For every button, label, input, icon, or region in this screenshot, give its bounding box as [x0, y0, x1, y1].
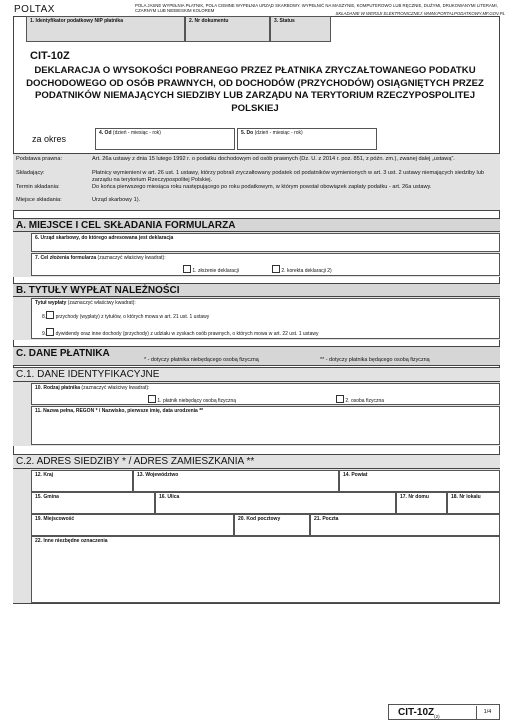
form-purpose-field: [31, 253, 500, 276]
option-legal-entity[interactable]: [148, 395, 236, 404]
option-8[interactable]: [42, 311, 209, 320]
form-purpose-hint: (zaznaczyć właściwy kwadrat):: [97, 255, 166, 261]
option-9[interactable]: [42, 328, 318, 337]
correction-checkbox[interactable]: [272, 265, 280, 273]
footer-code-text: CIT-10Z: [398, 707, 435, 718]
note-legal-entity: * - dotyczy płatnika niebędącego osobą fizyczną: [144, 357, 259, 363]
declaration-option-label: 1. złożenie deklaracji: [192, 268, 239, 274]
other-markings-label: 22. Inne niezbędne oznaczenia: [35, 538, 108, 544]
street-field[interactable]: [155, 492, 396, 514]
payer-type-label: 10. Rodzaj płatnika: [35, 385, 81, 391]
footer-version: (2): [434, 714, 440, 719]
section-c-title: C. DANE PŁATNIKA: [16, 348, 110, 359]
house-number-field[interactable]: [396, 492, 447, 514]
deadline-text: Do końca pierwszego miesiąca roku następującego po roku podatkowym, w którym powstał obowiązek zapłaty podatku - art. 26a ustawy.: [92, 184, 432, 190]
option-natural-person[interactable]: [336, 395, 384, 404]
payer-type-field: [31, 383, 500, 405]
form-purpose-label: 7. Cel złożenia formularza: [35, 255, 97, 261]
street-label: 16. Ulica: [159, 494, 180, 500]
place-text: Urząd skarbowy 1).: [92, 197, 141, 203]
filers-label: Składający:: [16, 170, 45, 176]
voivodeship-field[interactable]: [133, 470, 339, 492]
natural-person-checkbox[interactable]: [336, 395, 344, 403]
option-correction[interactable]: [272, 265, 332, 274]
form-code: CIT-10Z: [30, 50, 70, 62]
postal-code-field[interactable]: [234, 514, 310, 536]
tax-office-label: 6. Urząd skarbowy, do którego adresowana jest deklaracja: [35, 235, 174, 241]
status-label: 3. Status: [274, 18, 295, 24]
nip-field-label: 1. Identyfikator podatkowy NIP płatnika: [30, 18, 123, 24]
legal-basis-label: Podstawa prawna:: [16, 156, 63, 162]
period-from-field[interactable]: [95, 128, 235, 150]
section-a-header: A. MIEJSCE I CEL SKŁADANIA FORMULARZA: [13, 218, 500, 232]
voivodeship-label: 13. Województwo: [137, 472, 179, 478]
option-9-number: 9.: [42, 331, 47, 337]
country-field[interactable]: [31, 470, 133, 492]
apartment-number-label: 18. Nr lokalu: [451, 494, 481, 500]
option-8-checkbox[interactable]: [46, 311, 54, 319]
section-c2-header: C.2. ADRES SIEDZIBY * / ADRES ZAMIESZKANIA **: [13, 454, 500, 469]
section-c-header: [13, 346, 500, 366]
tax-office-field[interactable]: [31, 233, 500, 252]
top-fields: [26, 16, 331, 42]
poltax-label: POLTAX: [14, 4, 55, 15]
country-label: 12. Kraj: [35, 472, 54, 478]
period-from-label: 4. Od: [99, 130, 112, 136]
page-number: 1/4: [476, 706, 498, 719]
correction-option-label: 2. korekta deklaracji 2): [281, 268, 332, 274]
house-number-label: 17. Nr domu: [400, 494, 429, 500]
form-title: DEKLARACJA O WYSOKOŚCI POBRANEGO PRZEZ PŁATNIKA ZRYCZAŁTOWANEGO PODATKU DOCHODOWEGO OD OSÓB PRAWNYCH, OD DOCHODÓW (PRZYCHODÓW) OSIĄGNIĘTYCH PRZEZ PODATNIKÓW NIEMAJĄCYCH SIEDZIBY LUB ZARZĄDU NA TERYTORIUM RZECZYPOSPOLITEJ POLSKIEJ: [26, 65, 484, 114]
deadline-label: Termin składania:: [16, 184, 60, 190]
filers-text: Płatnicy wymienieni w art. 26 ust. 1 ustawy, którzy pobrali zryczałtowany podatek od podatników wymienionych w art. 3 ust. 2 ustawy niemających siedziby lub zarządu na terytorium Rzeczypospolitej Polskiej.: [92, 170, 484, 183]
legal-entity-label: 1. płatnik niebędący osobą fizyczną: [157, 398, 237, 404]
payment-title-label: Tytuł wypłaty: [35, 300, 67, 306]
section-c1-header: C.1. DANE IDENTYFIKACYJNE: [13, 367, 500, 382]
note-natural-person: ** - dotyczy płatnika będącego osobą fizyczną: [320, 357, 430, 363]
fill-instructions: [135, 3, 505, 14]
period-from-hint: (dzień - miesiąc - rok): [112, 130, 161, 136]
document-number-field[interactable]: [185, 16, 270, 42]
city-field[interactable]: [31, 514, 234, 536]
electronic-filing-note: SKŁADANIE W WERSJI ELEKTRONICZNEJ: WWW.PORTALPODATKOWY.MF.GOV.PL: [335, 11, 505, 16]
city-label: 19. Miejscowość: [35, 516, 75, 522]
period-label: za okres: [32, 134, 67, 144]
option-8-label: przychody (wypłaty) z tytułów, o których mowa w art. 21 ust. 1 ustawy: [55, 314, 210, 320]
postal-code-label: 20. Kod pocztowy: [238, 516, 281, 522]
apartment-number-field[interactable]: [447, 492, 500, 514]
full-name-label: 11. Nazwa pełna, REGON * / Nazwisko, pierwsze imię, data urodzenia **: [35, 408, 204, 414]
option-9-checkbox[interactable]: [46, 328, 54, 336]
nip-field[interactable]: [26, 16, 185, 42]
footer-form-code: [398, 707, 440, 719]
legal-basis-text: Art. 26a ustawy z dnia 15 lutego 1992 r. o podatku dochodowym od osób prawnych (Dz. U. z 2014 r. poz. 851, z późn. zm.), zwanej dalej „ustawą”.: [92, 156, 455, 162]
section-b-header: B. TYTUŁY WYPŁAT NALEŻNOŚCI: [13, 283, 500, 297]
instruction-text: POLA JASNE WYPEŁNIA PŁATNIK, POLA CIEMNE WYPEŁNIA URZĄD SKARBOWY. WYPEŁNIĆ NA MASZYNIE, KOMPUTEROWO LUB RĘCZNIE, DUŻYMI, DRUKOWANYMI LITERAMI, CZARNYM LUB NIEBIESKIM KOLOREM: [135, 3, 498, 14]
county-field[interactable]: [339, 470, 500, 492]
post-office-field[interactable]: [310, 514, 500, 536]
commune-field[interactable]: [31, 492, 155, 514]
period-to-hint: (dzień - miesiąc - rok): [254, 130, 303, 136]
post-office-label: 21. Poczta: [314, 516, 339, 522]
place-label: Miejsce składania:: [16, 197, 62, 203]
other-markings-field[interactable]: [31, 536, 500, 603]
option-declaration[interactable]: [183, 265, 239, 274]
document-number-label: 2. Nr dokumentu: [189, 18, 229, 24]
period-to-field[interactable]: [237, 128, 377, 150]
declaration-checkbox[interactable]: [183, 265, 191, 273]
county-label: 14. Powiat: [343, 472, 368, 478]
option-8-number: 8.: [42, 314, 47, 320]
status-field[interactable]: [270, 16, 331, 42]
payer-type-hint: (zaznaczyć właściwy kwadrat):: [81, 385, 150, 391]
commune-label: 15. Gmina: [35, 494, 59, 500]
natural-person-label: 2. osoba fizyczna: [345, 398, 385, 404]
legal-entity-checkbox[interactable]: [148, 395, 156, 403]
info-block: [13, 153, 500, 211]
payment-title-hint: (zaznaczyć właściwy kwadrat):: [67, 300, 136, 306]
option-9-label: dywidendy oraz inne dochody (przychody) z udziału w zyskach osób prawnych, o których mowa w art. 22 ust. 1 ustawy: [55, 331, 319, 337]
full-name-field[interactable]: [31, 406, 500, 445]
period-to-label: 5. Do: [241, 130, 254, 136]
